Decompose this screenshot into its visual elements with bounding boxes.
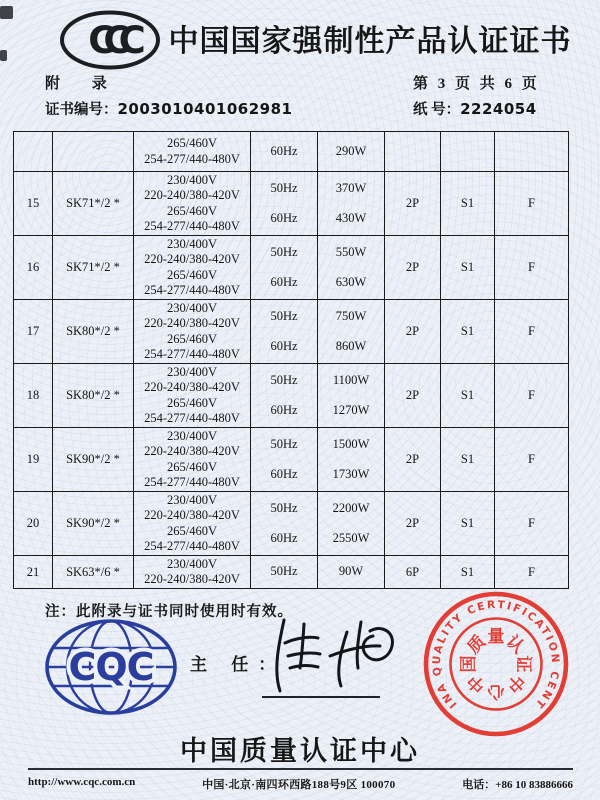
svg-text:量: 量: [487, 627, 505, 647]
duty-cell: S1: [441, 172, 495, 236]
voltage-line: 220-240/380-420V: [144, 444, 240, 459]
frequency-value: 50Hz: [270, 372, 298, 387]
power-value: 1500W: [332, 436, 370, 451]
insulation-cell: F: [495, 492, 569, 556]
frequency-cell: [251, 172, 318, 236]
frequency-value: 50Hz: [270, 500, 298, 515]
website-url: http://www.cqc.com.cn: [28, 776, 136, 788]
model-cell: SK90*/2 *: [53, 492, 134, 556]
certificate-number-label: 证书编号：: [45, 102, 118, 118]
voltage-line: 220-240/380-420V: [144, 188, 240, 203]
voltage-line: 220-240/380-420V: [144, 316, 240, 331]
poles-cell: [385, 132, 441, 172]
row-number-cell: 19: [14, 428, 53, 492]
table-row: [14, 300, 569, 364]
voltage-line: 254-277/440-480V: [144, 151, 240, 166]
power-cell: [318, 300, 385, 364]
power-cell: [318, 556, 385, 589]
row-number-cell: 20: [14, 492, 53, 556]
frequency-cell: [251, 428, 318, 492]
frequency-value: 50Hz: [270, 308, 298, 323]
poles-cell: 2P: [385, 300, 441, 364]
model-cell: SK71*/2 *: [53, 172, 134, 236]
poles-cell: 2P: [385, 172, 441, 236]
voltage-line: 230/400V: [167, 365, 217, 380]
frequency-value: 50Hz: [270, 436, 298, 451]
voltage-line: 230/400V: [167, 493, 217, 508]
paper-number: 2224054: [460, 100, 537, 118]
ccc-logo-text: CCC: [88, 19, 134, 62]
voltage-cell: [134, 364, 251, 428]
voltage-line: 265/460V: [167, 523, 217, 538]
insulation-cell: [495, 132, 569, 172]
ccc-logo-icon: [58, 9, 162, 71]
model-cell: SK63*/6 *: [53, 556, 134, 589]
frequency-value: 60Hz: [270, 338, 298, 353]
validity-note: 注：此附录与证书同时使用时有效。: [45, 604, 293, 620]
frequency-value: 60Hz: [270, 402, 298, 417]
phone-number: 电话：+86 10 83886666: [462, 779, 573, 791]
svg-text:质: 质: [463, 631, 490, 658]
insulation-cell: F: [495, 172, 569, 236]
page-number: 第 3 页 共 6 页: [413, 76, 540, 92]
red-seal-stamp: [418, 586, 574, 742]
voltage-line: 265/460V: [167, 331, 217, 346]
power-cell: [318, 132, 385, 172]
cqc-logo-text: CQC: [68, 645, 154, 689]
voltage-line: 254-277/440-480V: [144, 410, 240, 425]
certificate-number-row: [45, 98, 293, 119]
model-cell: SK90*/2 *: [53, 428, 134, 492]
duty-cell: S1: [441, 364, 495, 428]
voltage-line: 254-277/440-480V: [144, 538, 240, 553]
scan-smudge: [0, 50, 7, 61]
voltage-line: 230/400V: [167, 429, 217, 444]
voltage-line: 254-277/440-480V: [144, 218, 240, 233]
certificate-number: 2003010401062981: [117, 100, 293, 118]
footer-info-bar: [28, 776, 573, 792]
model-cell: SK80*/2 *: [53, 300, 134, 364]
duty-cell: S1: [441, 556, 495, 589]
power-value: 290W: [335, 143, 367, 158]
power-value: 1270W: [332, 402, 370, 417]
frequency-cell: [251, 492, 318, 556]
table-row: [14, 236, 569, 300]
frequency-value: 50Hz: [270, 564, 298, 579]
red-seal-chinese-text: [459, 627, 533, 702]
insulation-cell: F: [495, 428, 569, 492]
power-value: 370W: [335, 180, 367, 195]
row-number-cell: [14, 132, 53, 172]
frequency-cell: [251, 300, 318, 364]
frequency-cell: [251, 364, 318, 428]
paper-number-row: [413, 98, 537, 119]
voltage-line: 220-240/380-420V: [144, 508, 240, 523]
power-value: 750W: [335, 308, 367, 323]
table-row-continued: [14, 132, 569, 172]
table-row: [14, 492, 569, 556]
duty-cell: S1: [441, 300, 495, 364]
svg-text:中: 中: [502, 670, 529, 697]
voltage-line: 265/460V: [167, 136, 217, 151]
power-value: 630W: [335, 274, 367, 289]
director-label: 主 任：: [190, 655, 286, 674]
voltage-line: 265/460V: [167, 459, 217, 474]
insulation-cell: F: [495, 236, 569, 300]
row-number-cell: 15: [14, 172, 53, 236]
poles-cell: 2P: [385, 492, 441, 556]
frequency-value: 50Hz: [270, 244, 298, 259]
signature-underline: [262, 696, 380, 698]
table-row: [14, 556, 569, 589]
frequency-value: 60Hz: [270, 274, 298, 289]
power-cell: [318, 428, 385, 492]
director-signature: [252, 598, 402, 703]
poles-cell: 2P: [385, 428, 441, 492]
model-cell: [53, 132, 134, 172]
power-value: 90W: [338, 564, 364, 579]
poles-cell: 2P: [385, 236, 441, 300]
table-row: [14, 172, 569, 236]
duty-cell: S1: [441, 236, 495, 300]
voltage-line: 230/400V: [167, 301, 217, 316]
org-name: 中国质量认证中心: [180, 736, 420, 767]
power-value: 860W: [335, 338, 367, 353]
power-cell: [318, 492, 385, 556]
frequency-value: 60Hz: [270, 530, 298, 545]
row-number-cell: 18: [14, 364, 53, 428]
voltage-line: 254-277/440-480V: [144, 282, 240, 297]
insulation-cell: F: [495, 300, 569, 364]
voltage-line: 230/400V: [167, 556, 217, 571]
frequency-value: 60Hz: [270, 210, 298, 225]
product-spec-table: [13, 131, 569, 589]
model-cell: SK71*/2 *: [53, 236, 134, 300]
frequency-value: 50Hz: [270, 180, 298, 195]
power-cell: [318, 236, 385, 300]
voltage-line: 265/460V: [167, 203, 217, 218]
red-seal-english-text: CHINA QUALITY CERTIFICATION CENTRE: [430, 598, 562, 712]
voltage-cell: [134, 556, 251, 589]
row-number-cell: 17: [14, 300, 53, 364]
voltage-line: 254-277/440-480V: [144, 474, 240, 489]
duty-cell: [441, 132, 495, 172]
scan-smudge: [0, 6, 13, 19]
svg-text:中: 中: [463, 670, 490, 697]
insulation-cell: F: [495, 556, 569, 589]
frequency-value: 60Hz: [270, 466, 298, 481]
table-row: [14, 428, 569, 492]
voltage-line: 220-240/380-420V: [144, 380, 240, 395]
power-value: 2200W: [332, 500, 370, 515]
row-number-cell: 21: [14, 556, 53, 589]
voltage-line: 220-240/380-420V: [144, 252, 240, 267]
power-value: 2550W: [332, 530, 370, 545]
table-row: [14, 364, 569, 428]
svg-text:证: 证: [513, 655, 533, 673]
frequency-value: 60Hz: [270, 143, 298, 158]
row-number-cell: 16: [14, 236, 53, 300]
duty-cell: S1: [441, 428, 495, 492]
voltage-cell: [134, 132, 251, 172]
frequency-cell: [251, 236, 318, 300]
page-title: 中国国家强制性产品认证证书: [168, 24, 572, 59]
insulation-cell: F: [495, 364, 569, 428]
voltage-line: 254-277/440-480V: [144, 346, 240, 361]
svg-text:认: 认: [502, 631, 529, 658]
voltage-cell: [134, 172, 251, 236]
voltage-line: 230/400V: [167, 237, 217, 252]
voltage-cell: [134, 300, 251, 364]
footer-divider: [28, 768, 573, 770]
frequency-cell: [251, 132, 318, 172]
power-value: 1100W: [332, 372, 370, 387]
frequency-cell: [251, 556, 318, 589]
appendix-label: 附 录: [45, 76, 121, 92]
power-value: 430W: [335, 210, 367, 225]
voltage-line: 265/460V: [167, 267, 217, 282]
svg-text:国: 国: [459, 655, 479, 673]
model-cell: SK80*/2 *: [53, 364, 134, 428]
voltage-cell: [134, 428, 251, 492]
power-cell: [318, 172, 385, 236]
org-address: 中国·北京·南四环西路188号9区 100070: [202, 779, 396, 791]
poles-cell: 2P: [385, 364, 441, 428]
duty-cell: S1: [441, 492, 495, 556]
voltage-line: 220-240/380-420V: [144, 572, 240, 586]
voltage-cell: [134, 492, 251, 556]
voltage-line: 230/400V: [167, 173, 217, 188]
power-value: 550W: [335, 244, 367, 259]
voltage-cell: [134, 236, 251, 300]
poles-cell: 6P: [385, 556, 441, 589]
cqc-logo-icon: [42, 616, 180, 718]
power-value: 1730W: [332, 466, 370, 481]
svg-text:心: 心: [487, 681, 505, 701]
paper-number-label: 纸 号：: [413, 102, 461, 118]
power-cell: [318, 364, 385, 428]
voltage-line: 265/460V: [167, 395, 217, 410]
